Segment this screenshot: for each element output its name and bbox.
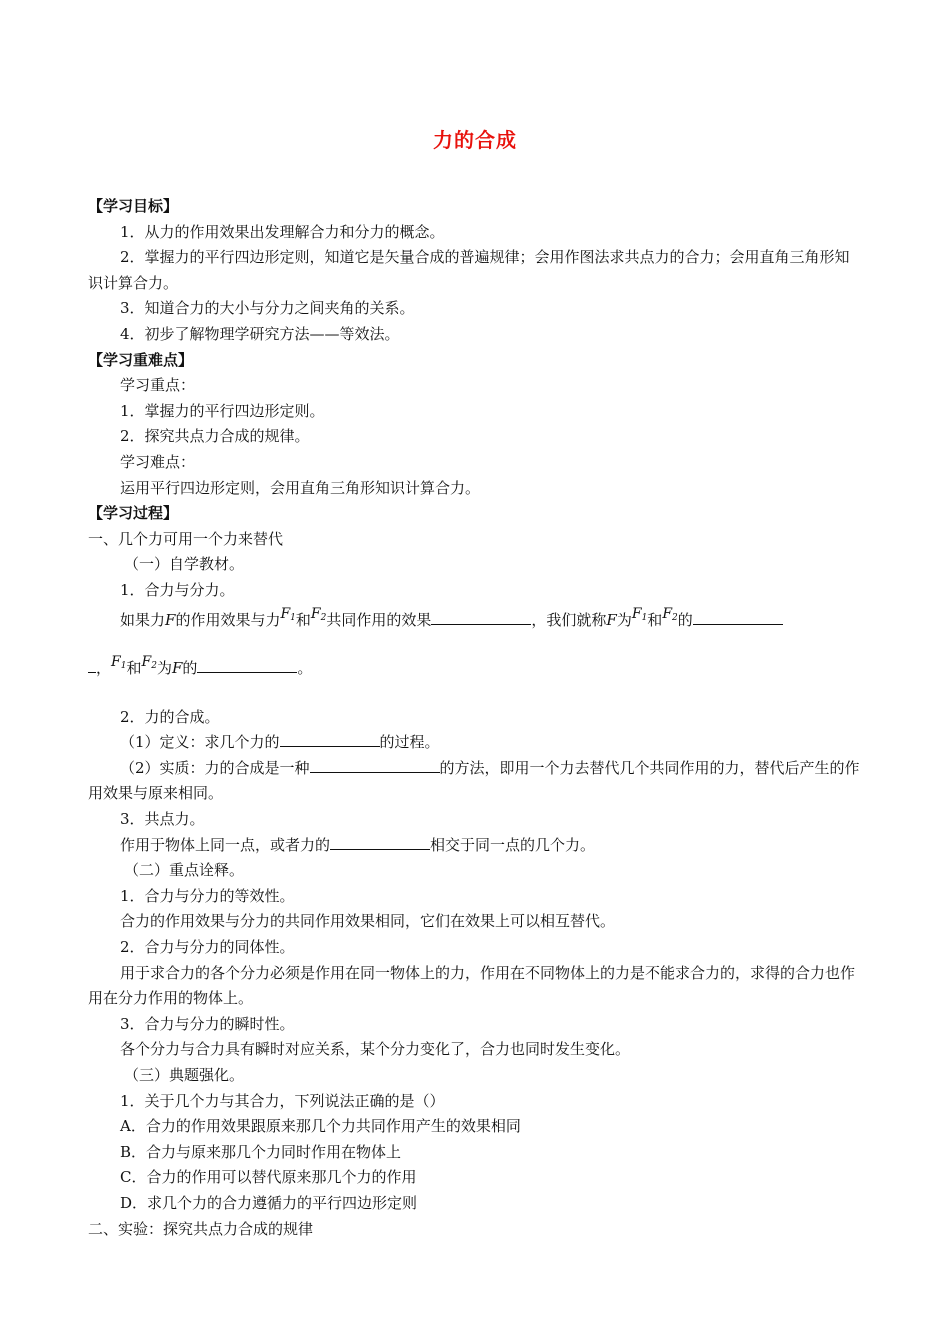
subsection-title: （一）自学教材。 (124, 555, 245, 574)
focus-item: 1．掌握力的平行四边形定则。 (120, 401, 325, 420)
fill-line: ，$F_1$和$F_2$为F的 。 (88, 656, 864, 687)
blank-field[interactable] (280, 732, 380, 747)
item-title: 3．合力与分力的瞬时性。 (120, 1014, 295, 1033)
item-title: 3．共点力。 (120, 810, 205, 829)
blank-field[interactable] (88, 658, 96, 673)
keypoints-heading: 【学习重难点】 (88, 350, 194, 369)
item-title: 2．力的合成。 (120, 707, 220, 726)
item-title: 1．合力与分力的等效性。 (120, 886, 295, 905)
option-b: B．合力与原来那几个力同时作用在物体上 (120, 1142, 402, 1161)
goals-heading: 【学习目标】 (88, 197, 179, 215)
option-c: C．合力的作用可以替代原来那几个力的作用 (120, 1168, 417, 1187)
goal-item: 4．初步了解物理学研究方法——等效法。 (120, 324, 400, 343)
goal-item: 2．掌握力的平行四边形定则，知道它是矢量合成的普遍规律；会用作图法求共点力的合力；会用直角三角形知识计算合力。 (88, 248, 850, 292)
option-a: A．合力的作用效果跟原来那几个力共同作用产生的效果相同 (120, 1117, 521, 1136)
goal-item: 1．从力的作用效果出发理解合力和分力的概念。 (120, 222, 445, 241)
blank-field[interactable] (431, 610, 531, 625)
difficulty-text: 运用平行四边形定则，会用直角三角形知识计算合力。 (120, 478, 481, 497)
fill-line: 作用于物体上同一点，或者力的 相交于同一点的几个力。 (120, 835, 596, 854)
subsection-title: （三）典题强化。 (124, 1066, 245, 1084)
part2-title: 二、实验：探究共点力合成的规律 (88, 1219, 314, 1238)
process-heading: 【学习过程】 (88, 504, 179, 523)
item-title: 2．合力与分力的同体性。 (120, 938, 295, 957)
blank-field[interactable] (197, 658, 297, 673)
subsection-title: （二）重点诠释。 (124, 861, 245, 880)
focus-label: 学习重点： (120, 376, 196, 395)
page-title: 力的合成 (433, 128, 517, 152)
fill-line: （2）实质：力的合成是一种 的方法，即用一个力去替代几个共同作用的力，替代后产生的作用效果与原来相同。 (88, 758, 860, 803)
blank-field[interactable] (693, 610, 783, 625)
option-d: D．求几个力的合力遵循力的平行四边形定则 (120, 1193, 418, 1212)
item-title: 1．合力与分力。 (120, 580, 235, 599)
paragraph: 各个分力与合力具有瞬时对应关系，某个分力变化了，合力也同时发生变化。 (120, 1040, 631, 1059)
fill-line: 如果力F的作用效果与力$F_1$和$F_2$共同作用的效果 ，我们就称F为$F_1$和$F_2$的 (88, 608, 864, 639)
paragraph: 用于求合力的各个分力必须是作用在同一物体上的力，作用在不同物体上的力是不能求合力的，求得的合力也作用在分力作用的物体上。 (88, 963, 856, 1008)
document-body (88, 194, 864, 1242)
blank-field[interactable] (330, 835, 430, 850)
focus-item: 2．探究共点力合成的规律。 (120, 427, 310, 446)
difficulty-label: 学习难点： (120, 452, 196, 471)
paragraph: 合力的作用效果与分力的共同作用效果相同，它们在效果上可以相互替代。 (120, 912, 616, 931)
part1-title: 一、几个力可用一个力来替代 (88, 529, 284, 548)
fill-line: （1）定义：求几个力的 的过程。 (120, 733, 440, 752)
blank-field[interactable] (310, 758, 440, 773)
question: 1．关于几个力与其合力，下列说法正确的是（） (120, 1091, 445, 1110)
goal-item: 3．知道合力的大小与分力之间夹角的关系。 (120, 299, 415, 318)
